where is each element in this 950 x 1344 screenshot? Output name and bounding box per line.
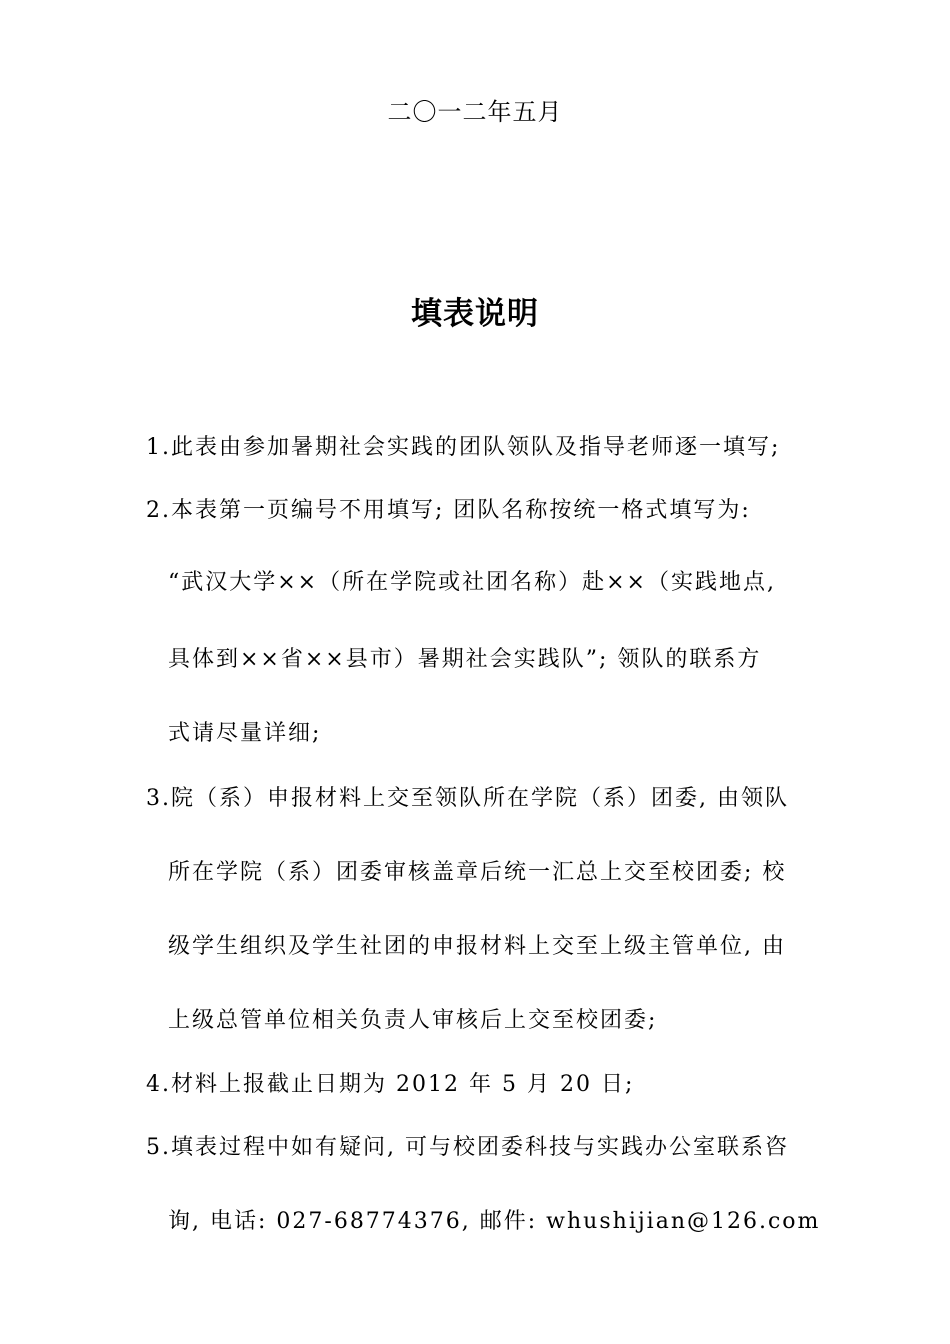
item-2-first-line [146,496,751,526]
item-text: 本表第一页编号不用填写; 团队名称按统一格式填写为: [171,498,751,523]
item-2-continuation-line: 具体到××省××县市）暑期社会实践队”; 领队的联系方 [168,647,762,672]
document-date: 二〇一二年五月 [387,98,563,126]
item-text: 填表过程中如有疑问, 可与校团委科技与实践办公室联系咨 [171,1135,789,1160]
item-text: 院（系）申报材料上交至领队所在学院（系）团委, 由领队 [171,786,789,811]
item-text: 此表由参加暑期社会实践的团队领队及指导老师逐一填写; [171,435,781,460]
item-2-continuation-line: 式请尽量详细; [168,721,322,746]
item-number: 1. [146,435,171,460]
page-title: 填表说明 [411,296,539,332]
item-3-continuation-line: 级学生组织及学生社团的申报材料上交至上级主管单位, 由 [168,934,786,959]
item-5-continuation-line: 询, 电话: 027-68774376, 邮件: whushijian@126.com [168,1209,821,1234]
item-3-continuation-line: 上级总管单位相关负责人审核后上交至校团委; [168,1008,658,1033]
item-number: 3. [146,786,171,811]
item-1-first-line [146,433,780,463]
item-number: 5. [146,1135,171,1160]
item-4-first-line [146,1070,634,1100]
item-number: 4. [146,1072,171,1097]
item-2-continuation-line: “武汉大学××（所在学院或社团名称）赴××（实践地点, [168,570,776,595]
item-3-first-line [146,784,789,814]
item-text: 材料上报截止日期为 2012 年 5 月 20 日; [171,1072,635,1097]
item-number: 2. [146,498,171,523]
item-3-continuation-line: 所在学院（系）团委审核盖章后统一汇总上交至校团委; 校 [168,860,787,885]
item-5-first-line [146,1133,789,1163]
